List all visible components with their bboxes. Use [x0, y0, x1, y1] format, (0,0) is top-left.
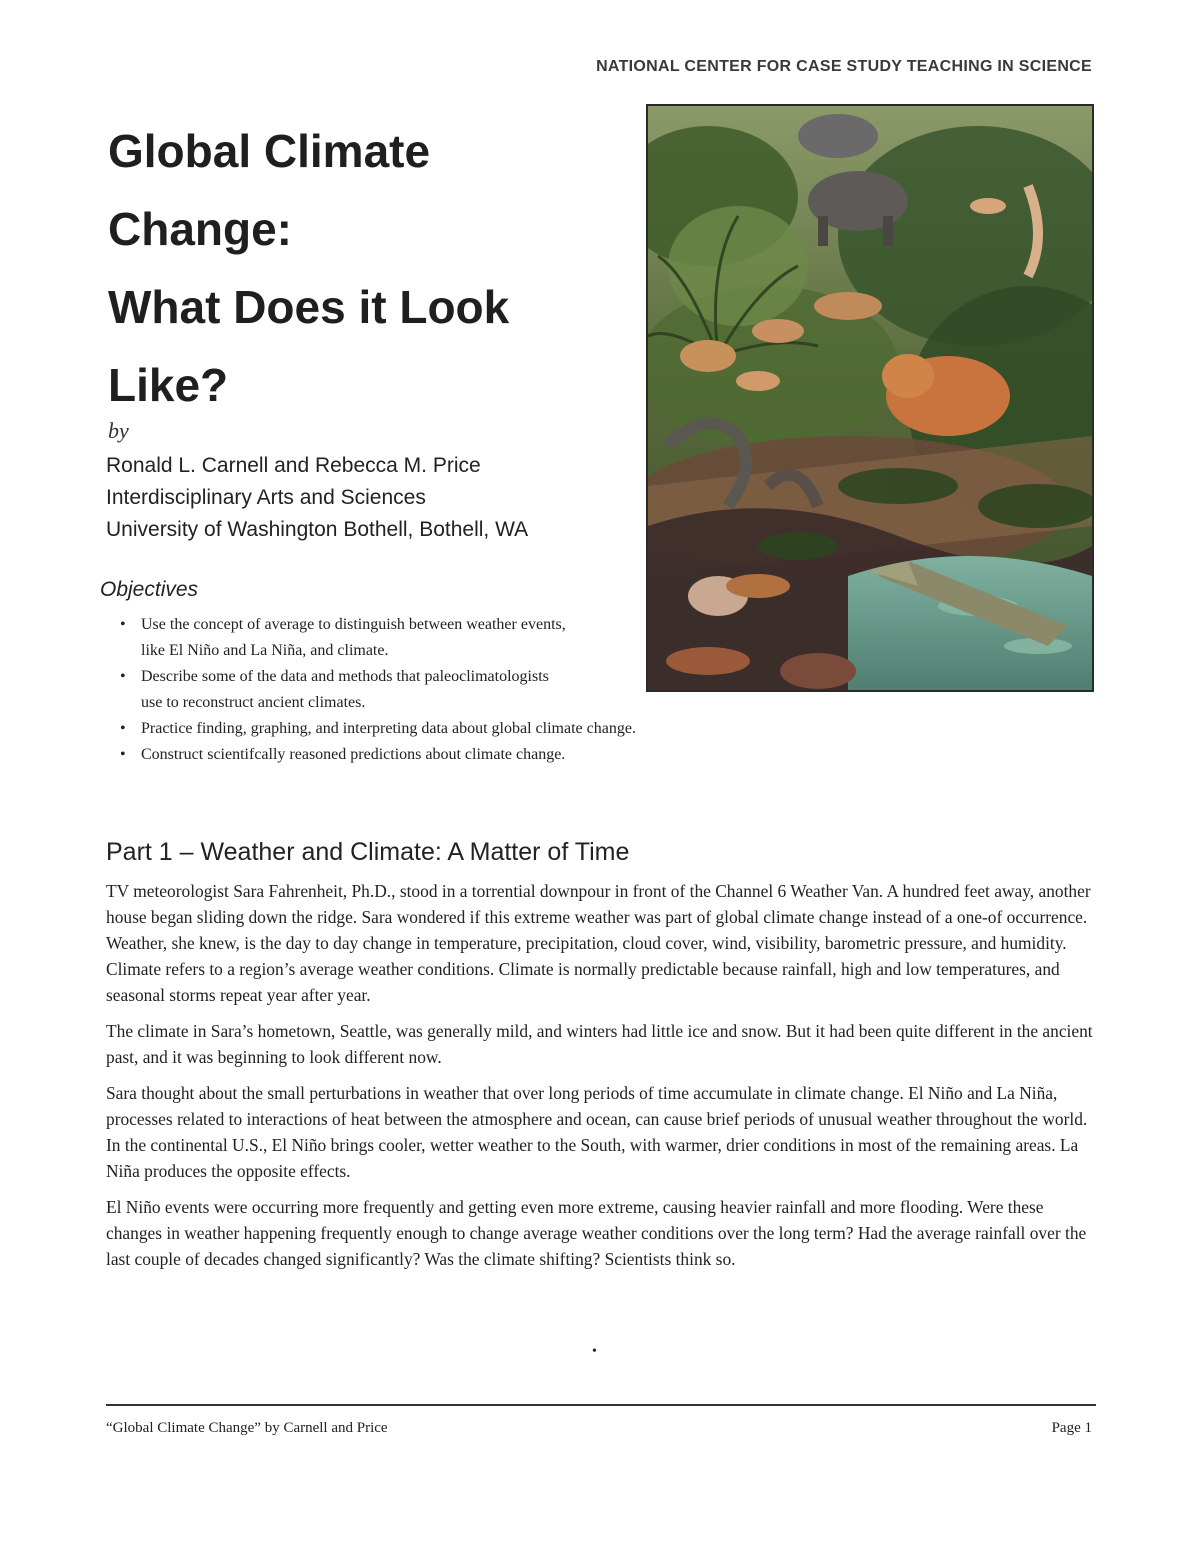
footer-citation: “Global Climate Change” by Carnell and Price: [106, 1420, 388, 1436]
objectives-list: [118, 612, 818, 768]
objective-item: • Use the concept of average to distinguish between weather events, like El Niño and La Niña, and climate.: [118, 612, 571, 664]
page-title: [108, 112, 618, 424]
title-line: Change:: [108, 203, 292, 255]
objectives-heading: Objectives: [100, 578, 199, 601]
title-line: What Does it Look: [108, 281, 510, 333]
paleo-jungle-illustration: [646, 104, 1094, 692]
org-header: NATIONAL CENTER FOR CASE STUDY TEACHING IN SCIENCE: [596, 58, 1092, 75]
body-paragraph: Sara thought about the small perturbations in weather that over long periods of time accumulate in climate change. El Niño and La Niña, processes related to interactions of heat between the atmosphere and ocean, can cause brief periods of unusual weather throughout the world. In the continental U.S., El Niño brings cooler, wetter weather to the South, with warmer, drier conditions in most of the remaining areas. La Niña produces the opposite effects.: [106, 1083, 1088, 1181]
title-line: Global Climate: [108, 125, 431, 177]
footer-rule: [106, 1404, 1096, 1406]
title-line: Like?: [108, 359, 229, 411]
part1-heading: Part 1 – Weather and Climate: A Matter of Time: [106, 838, 630, 866]
objective-item: • Construct scientifcally reasoned predictions about climate change.: [118, 742, 818, 768]
end-mark: •: [592, 1344, 597, 1359]
part1-body: [106, 878, 1094, 1282]
author-names: Ronald L. Carnell and Rebecca M. Price: [106, 454, 481, 477]
page-number: Page 1: [1051, 1420, 1092, 1436]
author-block: [106, 450, 528, 546]
institution: University of Washington Bothell, Bothell, WA: [106, 518, 529, 541]
body-paragraph: El Niño events were occurring more frequently and getting even more extreme, causing heavier rainfall and more flooding. Were these changes in weather happening frequently enough to change average weather conditions over the long term? Had the average rainfall over the last couple of decades changed significantly? Was the climate shifting? Scientists think so.: [106, 1197, 1087, 1269]
objective-item: • Describe some of the data and methods that paleoclimatologists use to reconstruct ancient climates.: [118, 664, 571, 716]
body-paragraph: TV meteorologist Sara Fahrenheit, Ph.D., stood in a torrential downpour in front of the Channel 6 Weather Van. A hundred feet away, another house began sliding down the ridge. Sara wondered if this extreme weather was part of global climate change instead of a one-of occurrence. Weather, she knew, is the day to day change in temperature, precipitation, cloud cover, wind, visibility, barometric pressure, and humidity. Climate refers to a region’s average weather conditions. Climate is normally predictable because rainfall, high and low temperatures, and seasonal storms repeat year after year.: [106, 881, 1091, 1005]
objective-item: • Practice finding, graphing, and interpreting data about global climate change.: [118, 716, 818, 742]
paleo-jungle-painting: [648, 106, 1092, 690]
department: Interdisciplinary Arts and Sciences: [106, 486, 426, 509]
body-paragraph: The climate in Sara’s hometown, Seattle, was generally mild, and winters had little ice and snow. But it had been quite different in the ancient past, and it was beginning to look different now.: [106, 1021, 1093, 1067]
by-label: by: [108, 418, 129, 443]
